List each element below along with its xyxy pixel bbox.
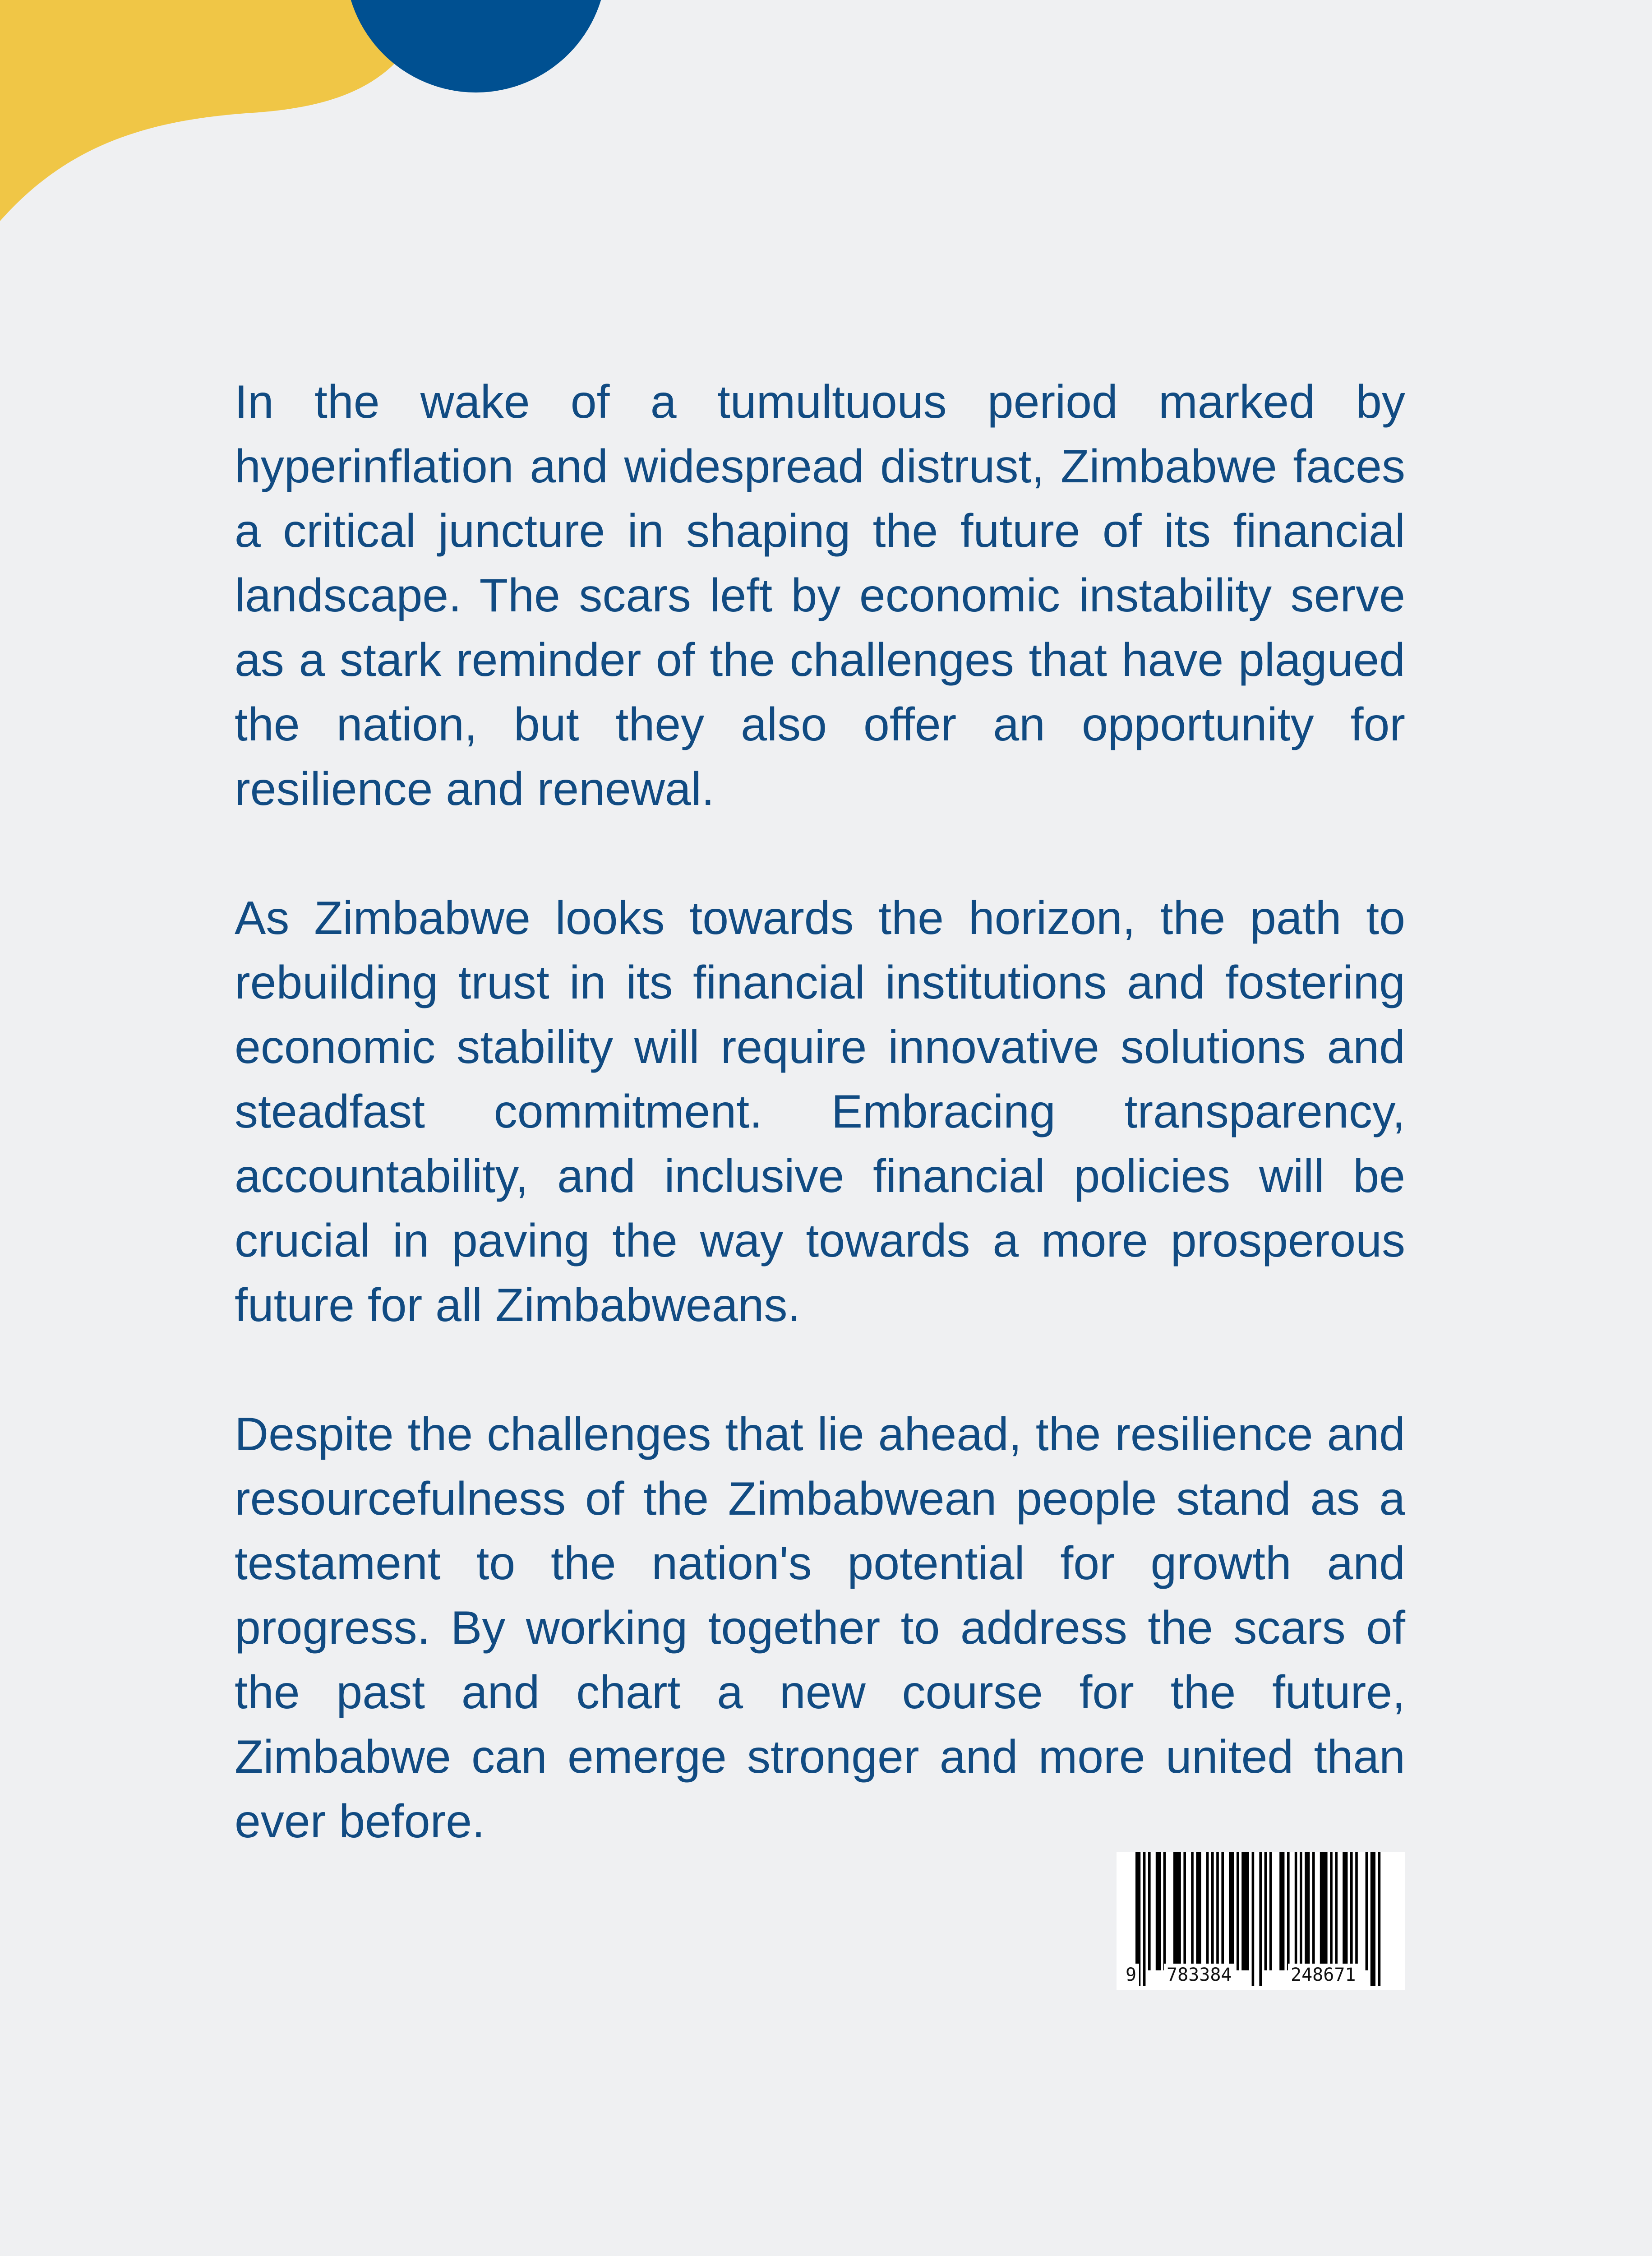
paragraph-2: As Zimbabwe looks towards the horizon, the path to rebuilding trust in its financial institutions and fostering economic stability will require innovative solutions and steadfast commitment. Embracing transparency, accountability, and inclusive financial policies will be crucial in paving the way towards a more prosperous future for all Zimbabweans. bbox=[235, 892, 1405, 1331]
paragraph-3: Despite the challenges that lie ahead, the resilience and resourcefulness of the Zimbabwean people stand as a testament to the nation's potential for growth and progress. By working together to address the scars of the past and chart a new course for the future, Zimbabwe can emerge stronger and more united than ever before. bbox=[235, 1408, 1405, 1848]
barcode-bar bbox=[1264, 1852, 1267, 1970]
barcode-bar bbox=[1295, 1852, 1297, 1970]
barcode-bar bbox=[1300, 1852, 1302, 1970]
barcode-bar bbox=[1191, 1852, 1194, 1970]
barcode-bar bbox=[1196, 1852, 1201, 1970]
barcode-bar bbox=[1216, 1852, 1219, 1970]
barcode-bar bbox=[1350, 1852, 1353, 1970]
paragraph-1: In the wake of a tumultuous period marked by hyperinflation and widespread distrust, Zimbabwe faces a critical juncture in shaping the future of its financial landscape. The scars left by economic instability serve as a stark reminder of the challenges that have plagued the nation, but they also offer an opportunity for resilience and renewal. bbox=[235, 376, 1405, 815]
barcode-bar bbox=[1269, 1852, 1272, 1970]
barcode-digits bbox=[1117, 1964, 1405, 1986]
barcode-bar bbox=[1211, 1852, 1214, 1970]
barcode-bar bbox=[1237, 1852, 1239, 1970]
barcode-bar bbox=[1343, 1852, 1347, 1970]
back-cover-text bbox=[235, 370, 1405, 1919]
barcode-digits-right: 248671 bbox=[1288, 1964, 1359, 1986]
barcode-bar bbox=[1366, 1852, 1368, 1970]
barcode-bar bbox=[1241, 1852, 1249, 1970]
barcode-bar bbox=[1163, 1852, 1166, 1970]
barcode-bar bbox=[1156, 1852, 1161, 1970]
barcode-bar bbox=[1183, 1852, 1186, 1970]
barcode-bar bbox=[1229, 1852, 1234, 1970]
isbn-barcode bbox=[1117, 1852, 1405, 1990]
barcode-bar bbox=[1355, 1852, 1358, 1970]
barcode-bar bbox=[1312, 1852, 1315, 1970]
blue-circle-shape bbox=[345, 0, 607, 92]
barcode-bar bbox=[1320, 1852, 1328, 1970]
barcode-bar bbox=[1330, 1852, 1333, 1970]
barcode-bar bbox=[1279, 1852, 1284, 1970]
barcode-bar bbox=[1173, 1852, 1181, 1970]
barcode-digits-left: 783384 bbox=[1164, 1964, 1235, 1986]
barcode-bar bbox=[1335, 1852, 1338, 1970]
barcode-bar bbox=[1305, 1852, 1310, 1970]
barcode-bar bbox=[1287, 1852, 1290, 1970]
barcode-bar bbox=[1148, 1852, 1151, 1970]
corner-decoration bbox=[0, 0, 677, 253]
barcode-bar bbox=[1221, 1852, 1224, 1970]
barcode-bar bbox=[1206, 1852, 1209, 1970]
barcode-digit-prefix: 9 bbox=[1123, 1964, 1139, 1986]
